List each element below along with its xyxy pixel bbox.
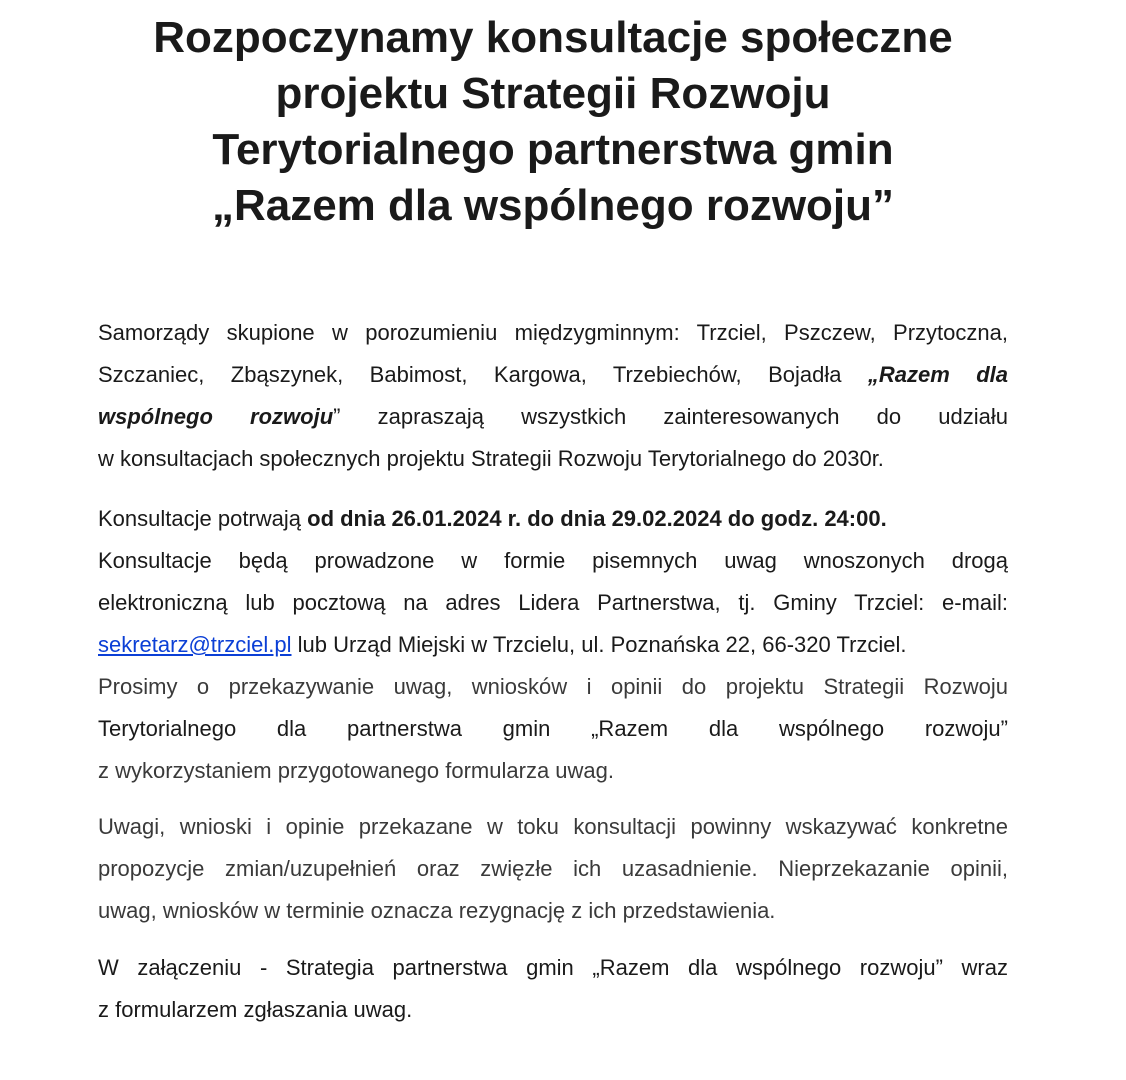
text-line: Terytorialnego dla partnerstwa gmin „Razem dla wspólnego rozwoju” xyxy=(98,716,1008,741)
page-title xyxy=(60,10,1046,234)
text-line: W załączeniu - Strategia partnerstwa gmin „Razem dla wspólnego rozwoju” wraz xyxy=(98,955,1008,980)
attachment-paragraph xyxy=(98,947,1008,1031)
intro-paragraph xyxy=(98,312,1008,480)
partnership-name-emphasis: wspólnego rozwoju xyxy=(98,404,334,429)
consultation-details-paragraph xyxy=(98,498,1008,792)
text-line: Samorządy skupione w porozumieniu międzygminnym: Trzciel, Pszczew, Przytoczna, xyxy=(98,320,1008,345)
text-line xyxy=(98,396,1008,438)
text-line xyxy=(98,354,1008,396)
text-line: z formularzem zgłaszania uwag. xyxy=(98,997,413,1022)
partnership-name-emphasis: „Razem dla xyxy=(867,362,1008,387)
text-segment: Szczaniec, Zbąszynek, Babimost, Kargowa, Trzebiechów, Bojadła xyxy=(98,362,868,387)
text-line xyxy=(98,624,1008,666)
text-segment: Konsultacje potrwają xyxy=(98,506,308,531)
text-line: Uwagi, wnioski i opinie przekazane w toku konsultacji powinny wskazywać konkretne xyxy=(98,814,1008,839)
remarks-paragraph xyxy=(98,806,1008,932)
text-line: z wykorzystaniem przygotowanego formularza uwag. xyxy=(98,758,615,783)
text-line: Konsultacje będą prowadzone w formie pisemnych uwag wnoszonych drogą xyxy=(98,548,1008,573)
title-line: projektu Strategii Rozwoju xyxy=(275,69,831,118)
email-link[interactable]: sekretarz@trzciel.pl xyxy=(98,632,292,657)
text-line: elektroniczną lub pocztową na adres Lidera Partnerstwa, tj. Gminy Trzciel: e-mail: xyxy=(98,590,1008,615)
title-line: Terytorialnego partnerstwa gmin xyxy=(212,125,894,174)
text-segment: ” zapraszają wszystkich zainteresowanych do udziału xyxy=(333,404,1008,429)
text-line: w konsultacjach społecznych projektu Strategii Rozwoju Terytorialnego do 2030r. xyxy=(98,446,884,471)
consultation-dates: od dnia 26.01.2024 r. do dnia 29.02.2024 do godz. 24:00. xyxy=(307,506,887,531)
title-line: Rozpoczynamy konsultacje społeczne xyxy=(153,13,953,62)
text-line xyxy=(98,498,1008,540)
text-line: propozycje zmian/uzupełnień oraz zwięzłe ich uzasadnienie. Nieprzekazanie opinii, xyxy=(98,856,1008,881)
text-segment: lub Urząd Miejski w Trzcielu, ul. Poznańska 22, 66-320 Trzciel. xyxy=(291,632,907,657)
text-line: Prosimy o przekazywanie uwag, wniosków i opinii do projektu Strategii Rozwoju xyxy=(98,674,1008,699)
title-line: „Razem dla wspólnego rozwoju” xyxy=(211,181,895,230)
text-line: uwag, wniosków w terminie oznacza rezygnację z ich przedstawienia. xyxy=(98,898,776,923)
